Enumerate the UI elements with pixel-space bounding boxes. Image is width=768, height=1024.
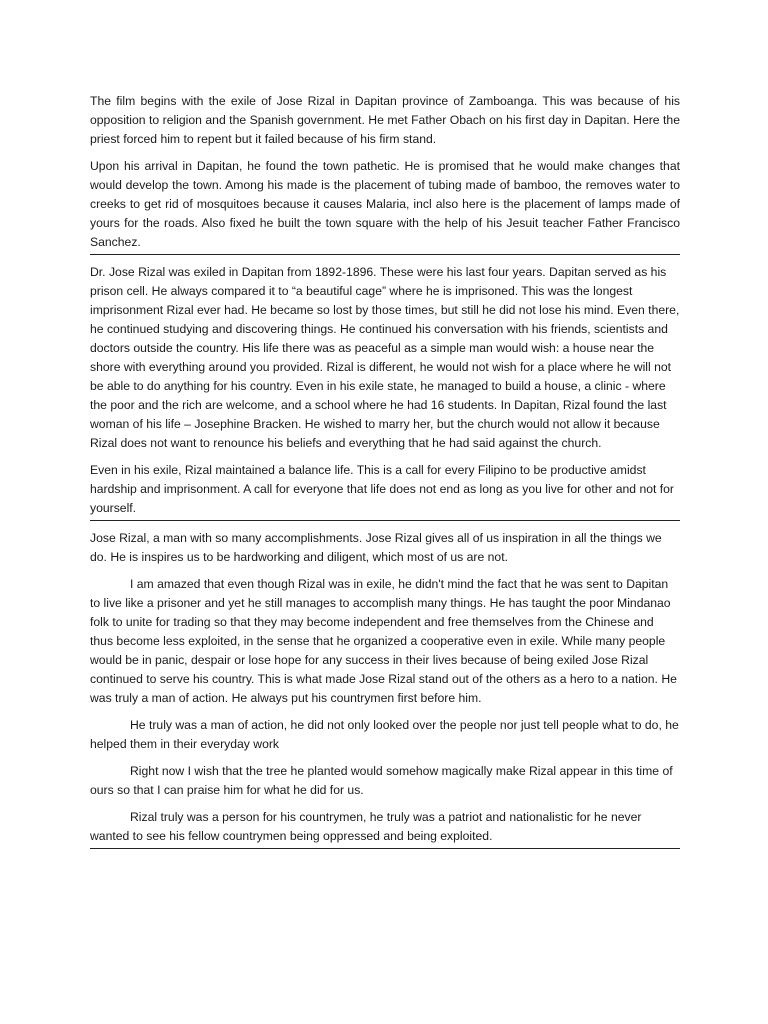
section-exile-dapitan [90,263,680,521]
paragraph-amazed: I am amazed that even though Rizal was in exile, he didn't mind the fact that he was sent to Dapitan to live like a prisoner and yet he still manages to accomplish many things. He has taught the poor Mindanao folk to unite for trading so that they may become independent and free themselves from the Chinese and thus become less exploited, in the sense that he organized a cooperative even in exile. While many people would be in panic, despair or lose hope for any success in their lives because of being exiled Jose Rizal continued to serve his country. This is what made Jose Rizal stand out of the others as a hero to a nation. He was truly a man of action. He always put his countrymen first before him. [90,577,677,705]
paragraph-man-of-action: He truly was a man of action, he did not only looked over the people nor just tell people what to do, he helped them in their everyday work [90,718,679,751]
paragraph-patriot: Rizal truly was a person for his countrymen, he truly was a patriot and nationalistic for he never wanted to see his fellow countrymen being oppressed and being exploited. [90,810,642,843]
document-page [90,92,680,857]
paragraph-film-begins: The film begins with the exile of Jose Rizal in Dapitan province of Zamboanga. This was because of his opposition to religion and the Spanish government. He met Father Obach on his first day in Dapitan. Here the priest forced him to repent but it failed because of his firm stand. [90,94,680,146]
paragraph-exile-years: Dr. Jose Rizal was exiled in Dapitan from 1892-1896. These were his last four years. Dapitan served as his prison cell. He always compared it to “a beautiful cage” where he is imprisoned. This was the longest imprisonment Rizal ever had. He became so lost by those times, but still he did not lose his mind. Even there, he continued studying and discovering things. He continued his conversation with his friends, scientists and doctors outside the country. His life there was as peaceful as a simple man would wish: a house near the shore with everything around you provided. Rizal is different, he would not wish for a place where he will not be able to do anything for his country. Even in his exile state, he managed to build a house, a clinic - where the poor and the rich are welcome, and a school where he had 16 students. In Dapitan, Rizal found the last woman of his life – Josephine Bracken. He wished to marry her, but the church would not allow it because Rizal does not want to renounce his beliefs and everything that he had said against the church. [90,265,680,450]
paragraph-accomplishments: Jose Rizal, a man with so many accomplishments. Jose Rizal gives all of us inspiration in all the things we do. He is inspires us to be hardworking and diligent, which most of us are not. [90,531,662,564]
section-reflection [90,529,680,849]
paragraph-tree-wish: Right now I wish that the tree he planted would somehow magically make Rizal appear in this time of ours so that I can praise him for what he did for us. [90,764,673,797]
paragraph-balance-life: Even in his exile, Rizal maintained a balance life. This is a call for every Filipino to be productive amidst hardship and imprisonment. A call for everyone that life does not end as long as you live for other and not for yourself. [90,463,674,515]
section-film-summary [90,92,680,255]
paragraph-arrival-dapitan: Upon his arrival in Dapitan, he found the town pathetic. He is promised that he would make changes that would develop the town. Among his made is the placement of tubing made of bamboo, the removes water to creeks to get rid of mosquitoes because it causes Malaria, incl also here is the placement of lamps made of yours for the roads. Also fixed he built the town square with the help of his Jesuit teacher Father Francisco Sanchez. [90,159,680,249]
